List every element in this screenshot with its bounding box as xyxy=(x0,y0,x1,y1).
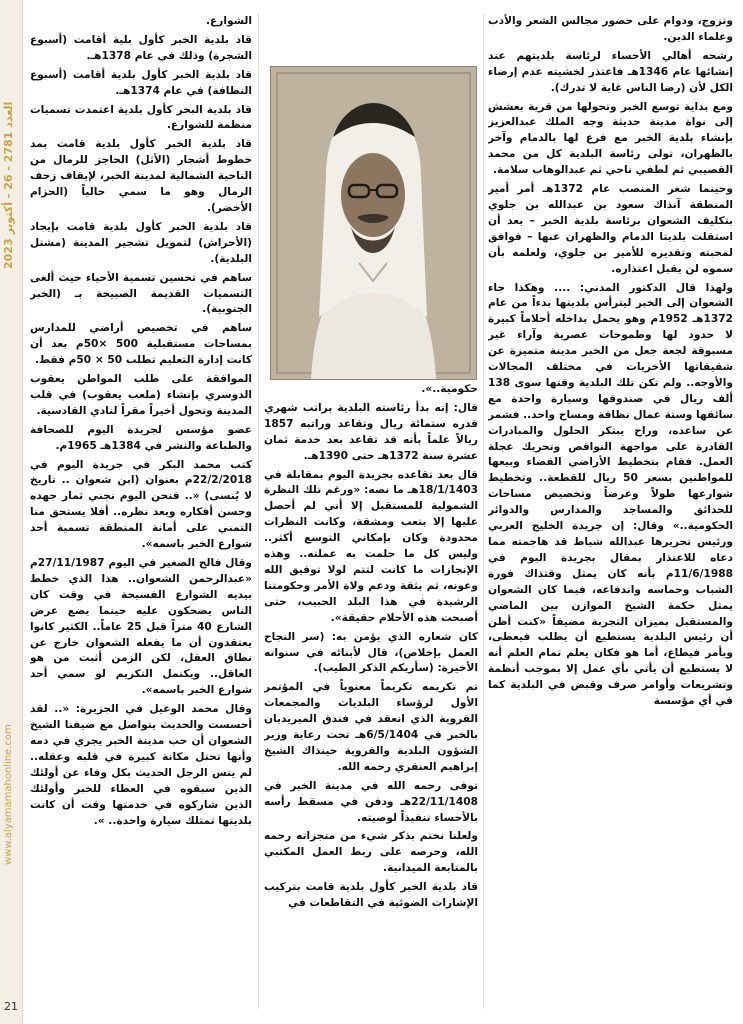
paragraph: قاد بلدية البخر كأول بلدية اعتمدت تسميات منظمة للشوارع. xyxy=(30,103,252,132)
paragraph: ومع بداية توسع الخبر وتحولها من قرية بعشش إلى نواة مدينة حديثة وجه الملك عبدالعزيز بإنشاء بلدية الخبر مع فرع لها بالدمام وآخر بالظهران، تولى رئاسة البلدية كل من محمد القصيبي ثم لطفي ناجي ثم عبدالوهاب سلامة. xyxy=(488,100,733,177)
paragraph: رشحه أهالي الأحساء لرئاسة بلديتهم عند إنشائها عام 1346هـ فاعتذر لخشيته عدم إرضاء الكل لأن (رضا الناس غاية لا تدرك). xyxy=(488,49,733,94)
paragraph: تم تكريمه تكريماً معنوياً في المؤتمر الأول لرؤساء البلديات والمجمعات القروية الذي انعقد في فندق الميريديان بالخبر في 6/5/1404هـ تحت رعاية وزير الشؤون البلدية والقروية حينذاك الشيخ إبراهيم العنقري رحمه الله. xyxy=(264,681,478,773)
paragraph: كان شعاره الذي يؤمن به: (سر النجاح العمل بإخلاص)، قال لأبنائه في سنواته الأخيرة: (سأريكم الذكر الطيب). xyxy=(264,630,478,675)
paragraph: قاد بلدية الخبر كأول بلدية قامت بتركيب الإشارات الضوئية في التقاطعات في xyxy=(264,881,478,910)
paragraph: وتزوج، ودوام على حضور مجالس الشعر والأدب وعلماء الدين. xyxy=(488,15,733,43)
issue-info: العدد 2781 - 26 - أكتوبر 2023 xyxy=(2,101,15,269)
paragraph: وحينما شغر المنصب عام 1372هـ أمر أمير المنطقة آنذاك سعود بن عبدالله بن جلوي بتكليف الشعوان برئاسة بلدية الخبر – بعد أن استقلت بلديتا الدمام والظهران عنها – فوافق لمحبته وتقديره للأمير بن جلوي، ولعلمه بأن سموه لن يقبل اعتذاره. xyxy=(488,183,733,275)
paragraph: قاد بلدية الخبر كأول بلدية قامت بمد خطوط أشجار (الأثل) الحاجز للرمال من الناحية الشمالية لمدينة الخبر، لإيقاف زحف الرمال وهو ما سمي حالياً (الحزام الأخضر). xyxy=(30,138,252,214)
portrait-photo-icon xyxy=(270,66,477,380)
paragraph: ساهم في تخصيص أراضي للمدارس بمساحات مستقبلية 500 ×50م بعد أن كانت إدارة التعليم تطلب 50 × 50م فقط. xyxy=(30,322,252,367)
paragraph: ساهم في تحسين تسمية الأحياء حيث ألغى التسميات القديمة الصبيخة بـ (الخبر الجنوبية). xyxy=(30,271,252,316)
paragraph: توفى رحمه الله في مدينة الخبر في 22/11/1408هـ ودفن في مسقط رأسه بالأحساء تنفيذاً لوصيته. xyxy=(264,779,478,824)
paragraph: الشوارع. xyxy=(205,15,252,27)
column-divider xyxy=(483,14,484,1009)
portrait-illustration xyxy=(271,67,476,379)
article-column-right xyxy=(488,14,733,1014)
paragraph: قاد بلدية الخبر كأول بلدية أقامت (أسبوع النظافة) في عام 1374هـ. xyxy=(30,68,252,97)
paragraph: عضو مؤسس لجريدة اليوم للصحافة والطباعة والنشر في 1384هـ 1965م. xyxy=(30,423,252,452)
article-column-middle xyxy=(264,382,478,1014)
paragraph: الموافقة على طلب المواطن يعقوب الدوسري بإنشاء (ملعب يعقوب) في قلب المدينة وتحول أخيراً مقراً لنادي القادسية. xyxy=(30,373,252,417)
paragraph: قال: إنه بدأ رئاسته البلدية براتب شهري قدره ستمائة ريال وتقاعد وراتبه 1857 ريالاً علماً بأنه قد تقاعد بعد خدمة ثمان عشرة سنة 1372هـ حتى 1390هـ. xyxy=(264,401,478,462)
website-url[interactable]: www.alyamamahonline.com xyxy=(3,724,14,866)
paragraph: قال بعد تقاعده بجريدة اليوم بمقابلة في 18/1/1403هـ ما نصه: «ورغم تلك النظرة الشمولية للمستقبل إلا أني لم أحصل عليها إلا بتعب ومشقة، وكانت النظرات محدودة وكان بإمكاني التوسع أكثر.. وليس كل ما حلمت به عملته.. وهذه الإنجازات ما كانت لتتم لولا توفيق الله وعونه، ثم بثقة ودعم ولاة الأمر وحكومتنا الرشيدة في هذا البلد الحبيب، حتى أصبحت هذه الأحلام حقيقة». xyxy=(264,468,478,624)
paragraph: ولهذا قال الدكتور المدني: .... وهكذا جاء الشعوان إلى الخبر ليترأس بلديتها بدءاً من عام 1372هـ 1952م وهو يحمل بداخله أحلاماً كبيرة لا حدود لها وطموحات عصرية وآراء غير مسبوقة لجعة جعل من الخبر مدينة متميزة عن شقيقاتها الأخريات في مختلف المجالات والأوجه.. ولم تكن تلك البلدية وقتها سوى 138 ألف ريال في صندوقها وسيارة واحدة مع سائقها وستة عمال نظافة ومساح واحد.. فشمر عن ساعده، وراح يبتكر الحلول والمبادرات القادرة على مواجهة النواقص وتحريك عجلة العمل. فقام بتخطيط الأراضي الفضاء وبيعها للمواطنين بسعر 50 ريال للقطعة.. وتخطيط شوارعها طولاً وعرضاً وتخصيص مساحات للحدائق والمساجد والمدارس والدوائر الحكومية..» وقال: إن جريدة الخليج العربي ورئيس تحريرها عبدالله شباط قد هاجمته مما دعاه للاعتذار بمقال بجريدة اليوم في 11/6/1988م بأنه كان يمثل وقتذاك فورة الشباب وحماسه واندفاعه، فيما كان الشعوان يمثل حكمة الشيخ الموازن بين الماضي والمستقبل بميزان التجربة مضيفاً «كنت أظن أن رئيس البلدية يستطيع أن يطلب فيعطى، ويأمر فيطاع، أما هو فكان يعلم تمام العلم أنه لا يستطيع أن يأتي بأي عمل إلا بموجب أنظمة وتشريعات وأوامر صرف وقبض في البلدية كما في أي مؤسسة xyxy=(488,281,733,708)
article-column-left xyxy=(30,14,252,1014)
paragraph: قاد بلدية الخبر كأول بلدية قامت بإيجاد (الأحراش) لتمويل تشجير المدينة (مشتل البلدية). xyxy=(30,220,252,265)
paragraph: كتب محمد البكر في جريدة اليوم في 22/2/2018م بعنوان (ابن شعوان .. تاريخ لا يُنسى) «.. فنحن اليوم نجني ثمار جهده وحسن أفكاره وبعد نظره.. أفلا يستحق منا التمني على أمانة المنطقة تسمية أحد شوارع الخبر باسمه». xyxy=(30,458,252,551)
column-divider xyxy=(258,14,259,1009)
paragraph: وقال محمد الوعيل في الجزيرة: «.. لقد أحسست والحديث يتواصل مع ضيفنا الشيخ الشعوان أن حب مدينة الخبر يجري في دمه وأنها تحتل مكانة كبيرة في قلبه وعقله.. لم ينس الرجل الحديث بكل وفاء عن أولئك الذين سبقوه في العطاء للخبر وأولئك الذين شاركوه في خدمتها وقت أن كانت بلديتها تمتلك سيارة واحدة.. ». xyxy=(30,703,252,827)
paragraph: حكومية..». xyxy=(421,383,478,395)
paragraph: ولعلنا نختم بذكر شيء من منجزاته رحمه الله، وحرصه على ربط العمل المكتبي بالمتابعة الميدانية. xyxy=(264,830,478,875)
page-number: 21 xyxy=(4,1000,18,1013)
side-band xyxy=(0,0,23,1024)
paragraph: قاد بلدية الخبر كأول بلية أقامت (أسبوع الشجرة) وذلك في عام 1378هـ. xyxy=(30,33,252,62)
paragraph: وقال فالح الصغير في اليوم 27/11/1987م «عبدالرحمن الشعوان.. هذا الذي خطط بيديه الشوارع الفسيحة في وقت كان الناس يضحكون عليه حينما يضع عرض الشارع 40 متراً قبل 25 عاماً.. الكثير كانوا يعتقدون أن ما يفعله الشعوان خارج عن نطاق العقل، لكن الزمن أثبت من هو العاقل.. ويكتمل التكريم لو سمي أحد شوارع الخبر باسمه». xyxy=(30,557,252,697)
